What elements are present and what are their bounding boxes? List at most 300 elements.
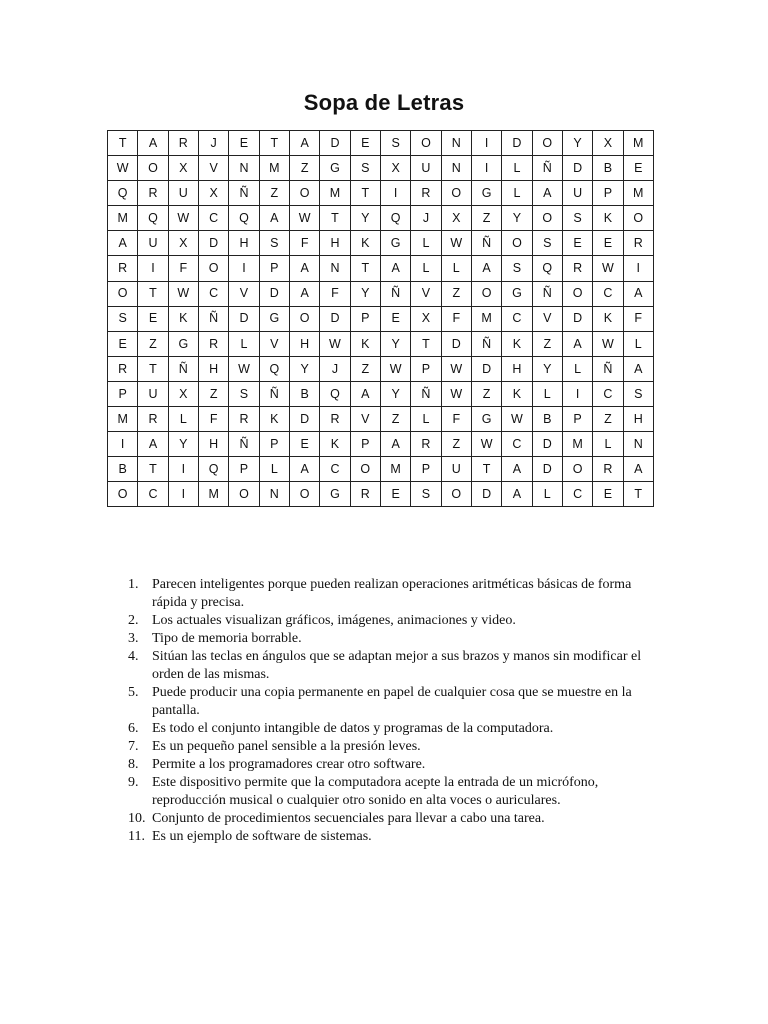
grid-cell: T	[259, 131, 289, 156]
clue-item	[128, 756, 668, 774]
grid-cell: R	[411, 432, 441, 457]
grid-cell: W	[108, 156, 138, 181]
grid-cell: W	[380, 356, 410, 381]
grid-cell: O	[289, 181, 319, 206]
grid-cell: Y	[168, 432, 198, 457]
grid-cell: Y	[380, 331, 410, 356]
grid-cell: R	[138, 407, 168, 432]
grid-cell: M	[562, 432, 592, 457]
clue-item	[128, 630, 668, 648]
grid-cell: A	[532, 181, 562, 206]
grid-cell: W	[289, 206, 319, 231]
grid-cell: L	[441, 256, 471, 281]
grid-cell: S	[411, 482, 441, 507]
grid-cell: P	[259, 432, 289, 457]
page-title: Sopa de Letras	[303, 90, 465, 115]
grid-cell: L	[411, 256, 441, 281]
grid-cell: Z	[350, 356, 380, 381]
clue-item	[128, 810, 668, 828]
grid-cell: A	[471, 256, 501, 281]
grid-cell: Q	[380, 206, 410, 231]
grid-cell: E	[108, 331, 138, 356]
grid-cell: I	[623, 256, 653, 281]
clue-text: Sitúan las teclas en ángulos que se adaptan mejor a sus brazos y manos sin modificar el orden de las mismas.	[152, 649, 642, 682]
grid-row	[108, 432, 654, 457]
grid-cell: L	[168, 407, 198, 432]
grid-cell: X	[168, 231, 198, 256]
grid-cell: A	[108, 231, 138, 256]
grid-cell: Z	[138, 331, 168, 356]
grid-cell: R	[229, 407, 259, 432]
grid-cell: Z	[471, 206, 501, 231]
grid-cell: E	[229, 131, 259, 156]
grid-cell: W	[441, 381, 471, 406]
grid-cell: D	[532, 457, 562, 482]
grid-cell: G	[380, 231, 410, 256]
grid-cell: Ñ	[259, 381, 289, 406]
grid-cell: Q	[229, 206, 259, 231]
grid-row	[108, 356, 654, 381]
grid-cell: L	[259, 457, 289, 482]
grid-cell: H	[198, 356, 228, 381]
grid-row	[108, 482, 654, 507]
grid-cell: O	[441, 181, 471, 206]
grid-cell: I	[471, 156, 501, 181]
grid-cell: X	[168, 156, 198, 181]
grid-cell: R	[320, 407, 350, 432]
grid-cell: Ñ	[411, 381, 441, 406]
grid-cell: J	[320, 356, 350, 381]
grid-cell: G	[168, 331, 198, 356]
grid-cell: Ñ	[229, 432, 259, 457]
grid-cell: Y	[502, 206, 532, 231]
clue-item	[128, 738, 668, 756]
grid-cell: O	[108, 482, 138, 507]
grid-cell: O	[562, 457, 592, 482]
grid-row	[108, 181, 654, 206]
grid-cell: U	[138, 381, 168, 406]
grid-cell: T	[623, 482, 653, 507]
grid-cell: D	[502, 131, 532, 156]
grid-cell: K	[593, 206, 623, 231]
grid-cell: T	[411, 331, 441, 356]
clue-text: Parecen inteligentes porque pueden realizan operaciones aritméticas básicas de forma rápida y precisa.	[152, 577, 632, 610]
grid-cell: D	[562, 156, 592, 181]
grid-cell: D	[532, 432, 562, 457]
grid-cell: C	[198, 206, 228, 231]
grid-row	[108, 256, 654, 281]
grid-cell: M	[198, 482, 228, 507]
grid-cell: K	[502, 381, 532, 406]
grid-cell: D	[320, 131, 350, 156]
grid-cell: V	[411, 281, 441, 306]
grid-cell: C	[562, 482, 592, 507]
grid-cell: K	[259, 407, 289, 432]
grid-cell: I	[138, 256, 168, 281]
grid-cell: P	[350, 432, 380, 457]
grid-cell: N	[320, 256, 350, 281]
grid-cell: Y	[532, 356, 562, 381]
grid-cell: D	[259, 281, 289, 306]
grid-cell: F	[168, 256, 198, 281]
grid-cell: F	[441, 306, 471, 331]
grid-cell: F	[198, 407, 228, 432]
grid-row	[108, 381, 654, 406]
grid-cell: P	[411, 356, 441, 381]
clue-number: 5.	[128, 685, 139, 700]
grid-cell: V	[229, 281, 259, 306]
grid-cell: C	[198, 281, 228, 306]
clue-number: 4.	[128, 649, 139, 664]
grid-cell: Ñ	[471, 331, 501, 356]
grid-cell: D	[198, 231, 228, 256]
clue-number: 3.	[128, 631, 139, 646]
grid-cell: O	[350, 457, 380, 482]
clue-text: Permite a los programadores crear otro software.	[152, 757, 426, 772]
grid-cell: R	[562, 256, 592, 281]
clue-number: 2.	[128, 613, 139, 628]
grid-cell: Z	[471, 381, 501, 406]
grid-cell: W	[320, 331, 350, 356]
grid-cell: C	[502, 432, 532, 457]
grid-cell: M	[108, 206, 138, 231]
grid-cell: A	[289, 457, 319, 482]
grid-cell: L	[593, 432, 623, 457]
grid-cell: S	[502, 256, 532, 281]
grid-cell: Q	[108, 181, 138, 206]
clue-item	[128, 828, 668, 846]
grid-cell: C	[502, 306, 532, 331]
grid-cell: P	[562, 407, 592, 432]
grid-cell: E	[380, 482, 410, 507]
grid-cell: L	[562, 356, 592, 381]
grid-cell: W	[502, 407, 532, 432]
grid-cell: W	[229, 356, 259, 381]
clue-number: 9.	[128, 775, 139, 790]
grid-cell: Ñ	[380, 281, 410, 306]
grid-cell: E	[289, 432, 319, 457]
grid-cell: M	[623, 181, 653, 206]
grid-cell: F	[441, 407, 471, 432]
grid-cell: C	[138, 482, 168, 507]
grid-cell: D	[320, 306, 350, 331]
grid-cell: U	[562, 181, 592, 206]
grid-cell: K	[350, 331, 380, 356]
clue-text: Es un ejemplo de software de sistemas.	[152, 829, 372, 844]
clue-item	[128, 648, 668, 684]
grid-cell: P	[411, 457, 441, 482]
grid-cell: L	[532, 381, 562, 406]
grid-cell: G	[502, 281, 532, 306]
grid-cell: P	[259, 256, 289, 281]
clue-text: Tipo de memoria borrable.	[152, 631, 302, 646]
clue-text: Es un pequeño panel sensible a la presión leves.	[152, 739, 421, 754]
grid-cell: X	[593, 131, 623, 156]
grid-cell: D	[441, 331, 471, 356]
grid-cell: S	[623, 381, 653, 406]
grid-cell: L	[411, 407, 441, 432]
clue-item	[128, 612, 668, 630]
clue-number: 11.	[128, 829, 145, 844]
grid-cell: V	[532, 306, 562, 331]
grid-cell: L	[229, 331, 259, 356]
grid-cell: X	[198, 181, 228, 206]
grid-cell: Y	[380, 381, 410, 406]
grid-cell: Ñ	[168, 356, 198, 381]
grid-cell: X	[441, 206, 471, 231]
grid-cell: A	[380, 432, 410, 457]
grid-cell: N	[623, 432, 653, 457]
grid-cell: D	[229, 306, 259, 331]
clue-number: 6.	[128, 721, 139, 736]
grid-cell: Ñ	[229, 181, 259, 206]
grid-cell: A	[380, 256, 410, 281]
clue-text: Conjunto de procedimientos secuenciales para llevar a cabo una tarea.	[152, 811, 545, 826]
grid-cell: X	[411, 306, 441, 331]
grid-cell: Ñ	[471, 231, 501, 256]
grid-cell: O	[411, 131, 441, 156]
grid-cell: Q	[532, 256, 562, 281]
grid-cell: I	[108, 432, 138, 457]
grid-cell: K	[350, 231, 380, 256]
grid-cell: Y	[562, 131, 592, 156]
grid-cell: Q	[259, 356, 289, 381]
grid-row	[108, 457, 654, 482]
clue-number: 10.	[128, 811, 146, 826]
grid-cell: Z	[441, 281, 471, 306]
grid-cell: E	[562, 231, 592, 256]
grid-cell: P	[108, 381, 138, 406]
grid-cell: A	[289, 131, 319, 156]
grid-cell: E	[593, 231, 623, 256]
grid-row	[108, 281, 654, 306]
grid-cell: F	[289, 231, 319, 256]
clue-item	[128, 684, 668, 720]
grid-cell: R	[168, 131, 198, 156]
grid-cell: O	[138, 156, 168, 181]
grid-cell: L	[411, 231, 441, 256]
grid-cell: O	[471, 281, 501, 306]
grid-cell: E	[623, 156, 653, 181]
grid-cell: P	[593, 181, 623, 206]
grid-cell: W	[441, 231, 471, 256]
grid-cell: A	[562, 331, 592, 356]
grid-cell: S	[259, 231, 289, 256]
grid-cell: G	[259, 306, 289, 331]
grid-cell: M	[471, 306, 501, 331]
grid-cell: O	[289, 306, 319, 331]
grid-cell: A	[350, 381, 380, 406]
grid-cell: Z	[198, 381, 228, 406]
grid-cell: W	[593, 331, 623, 356]
grid-cell: Z	[380, 407, 410, 432]
grid-cell: D	[289, 407, 319, 432]
grid-cell: A	[502, 457, 532, 482]
grid-cell: N	[229, 156, 259, 181]
grid-cell: Ñ	[198, 306, 228, 331]
grid-cell: Z	[593, 407, 623, 432]
grid-cell: S	[562, 206, 592, 231]
grid-cell: V	[350, 407, 380, 432]
grid-cell: A	[502, 482, 532, 507]
grid-cell: X	[168, 381, 198, 406]
clue-text: Puede producir una copia permanente en papel de cualquier cosa que se muestre en la pantalla.	[152, 685, 632, 718]
grid-row	[108, 407, 654, 432]
grid-cell: S	[108, 306, 138, 331]
grid-cell: S	[380, 131, 410, 156]
grid-cell: E	[593, 482, 623, 507]
grid-cell: D	[562, 306, 592, 331]
grid-cell: B	[289, 381, 319, 406]
clue-list	[128, 576, 668, 846]
grid-cell: O	[108, 281, 138, 306]
grid-cell: G	[471, 407, 501, 432]
clue-text: Es todo el conjunto intangible de datos y programas de la computadora.	[152, 721, 554, 736]
grid-cell: O	[441, 482, 471, 507]
grid-cell: A	[289, 281, 319, 306]
grid-cell: E	[380, 306, 410, 331]
grid-cell: S	[532, 231, 562, 256]
grid-cell: O	[623, 206, 653, 231]
grid-cell: P	[350, 306, 380, 331]
grid-cell: K	[593, 306, 623, 331]
grid-cell: L	[532, 482, 562, 507]
grid-cell: N	[441, 131, 471, 156]
clue-number: 7.	[128, 739, 139, 754]
grid-cell: X	[380, 156, 410, 181]
grid-cell: H	[623, 407, 653, 432]
grid-cell: K	[168, 306, 198, 331]
grid-cell: R	[108, 256, 138, 281]
clue-text: Este dispositivo permite que la computadora acepte la entrada de un micrófono, reproducción musical o cualquier otro sonido en alta voces o auriculares.	[152, 775, 599, 808]
grid-cell: Y	[350, 281, 380, 306]
grid-cell: R	[350, 482, 380, 507]
clue-item	[128, 576, 668, 612]
grid-cell: O	[562, 281, 592, 306]
grid-cell: O	[229, 482, 259, 507]
grid-cell: I	[562, 381, 592, 406]
grid-cell: R	[138, 181, 168, 206]
grid-cell: Z	[259, 181, 289, 206]
grid-cell: N	[441, 156, 471, 181]
grid-cell: F	[623, 306, 653, 331]
grid-cell: M	[108, 407, 138, 432]
grid-cell: R	[593, 457, 623, 482]
grid-cell: U	[441, 457, 471, 482]
grid-cell: G	[320, 156, 350, 181]
grid-cell: T	[471, 457, 501, 482]
grid-cell: T	[138, 457, 168, 482]
grid-cell: P	[229, 457, 259, 482]
clue-text: Los actuales visualizan gráficos, imágenes, animaciones y video.	[152, 613, 516, 628]
grid-cell: T	[320, 206, 350, 231]
grid-cell: L	[623, 331, 653, 356]
grid-cell: N	[259, 482, 289, 507]
grid-row	[108, 231, 654, 256]
grid-cell: A	[259, 206, 289, 231]
grid-cell: H	[229, 231, 259, 256]
grid-cell: B	[108, 457, 138, 482]
grid-cell: L	[502, 156, 532, 181]
grid-cell: T	[350, 256, 380, 281]
grid-cell: D	[471, 356, 501, 381]
grid-cell: B	[532, 407, 562, 432]
grid-cell: Q	[198, 457, 228, 482]
grid-cell: I	[471, 131, 501, 156]
grid-cell: C	[320, 457, 350, 482]
grid-cell: A	[138, 131, 168, 156]
grid-cell: V	[259, 331, 289, 356]
grid-cell: A	[623, 457, 653, 482]
grid-cell: M	[380, 457, 410, 482]
grid-cell: W	[593, 256, 623, 281]
grid-cell: M	[623, 131, 653, 156]
grid-row	[108, 306, 654, 331]
grid-cell: I	[380, 181, 410, 206]
grid-cell: I	[168, 457, 198, 482]
grid-cell: A	[138, 432, 168, 457]
grid-cell: R	[623, 231, 653, 256]
grid-cell: C	[593, 381, 623, 406]
grid-cell: W	[168, 281, 198, 306]
grid-cell: Z	[289, 156, 319, 181]
grid-cell: B	[593, 156, 623, 181]
grid-cell: E	[138, 306, 168, 331]
grid-cell: R	[198, 331, 228, 356]
grid-cell: G	[471, 181, 501, 206]
grid-row	[108, 156, 654, 181]
grid-cell: F	[320, 281, 350, 306]
grid-cell: A	[289, 256, 319, 281]
grid-cell: S	[350, 156, 380, 181]
grid-cell: Ñ	[532, 156, 562, 181]
grid-cell: M	[320, 181, 350, 206]
grid-cell: K	[502, 331, 532, 356]
grid-cell: T	[350, 181, 380, 206]
grid-cell: D	[471, 482, 501, 507]
grid-cell: T	[138, 281, 168, 306]
grid-cell: C	[593, 281, 623, 306]
grid-cell: U	[138, 231, 168, 256]
grid-cell: O	[532, 206, 562, 231]
grid-cell: T	[138, 356, 168, 381]
grid-cell: Z	[441, 432, 471, 457]
grid-cell: W	[471, 432, 501, 457]
grid-row	[108, 331, 654, 356]
grid-row	[108, 131, 654, 156]
grid-cell: E	[350, 131, 380, 156]
clue-item	[128, 720, 668, 738]
grid-cell: U	[411, 156, 441, 181]
grid-cell: J	[198, 131, 228, 156]
grid-cell: R	[411, 181, 441, 206]
grid-cell: M	[259, 156, 289, 181]
grid-cell: R	[108, 356, 138, 381]
grid-cell: L	[502, 181, 532, 206]
grid-cell: T	[108, 131, 138, 156]
grid-cell: H	[320, 231, 350, 256]
grid-cell: A	[623, 281, 653, 306]
grid-cell: J	[411, 206, 441, 231]
grid-cell: I	[229, 256, 259, 281]
grid-cell: W	[168, 206, 198, 231]
grid-row	[108, 206, 654, 231]
grid-cell: Y	[289, 356, 319, 381]
grid-cell: Z	[532, 331, 562, 356]
grid-cell: H	[198, 432, 228, 457]
grid-cell: A	[623, 356, 653, 381]
clue-item	[128, 774, 668, 810]
